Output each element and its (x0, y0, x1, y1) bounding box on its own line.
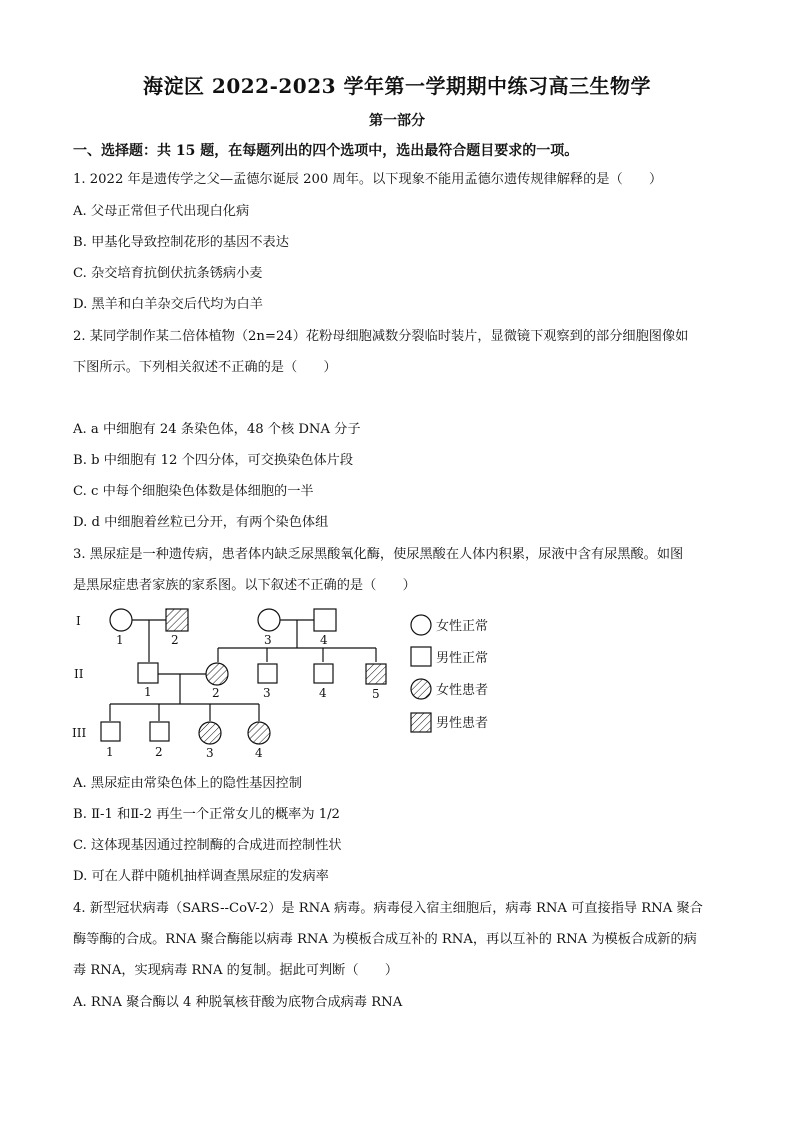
iii2-number: 2 (155, 745, 163, 759)
pedigree-i1-female-normal (110, 609, 132, 631)
q2-stem-line1: 2. 某同学制作某二倍体植物（2n=24）花粉母细胞减数分裂临时装片，显微镜下观察到的部分细胞图像如 (73, 329, 689, 344)
legend-female-affected: 女性患者 (436, 683, 489, 698)
i1-number: 1 (116, 633, 124, 647)
iii3-number: 3 (206, 746, 214, 760)
ii2-number: 2 (212, 686, 220, 700)
q1-option-b: B. 甲基化导致控制花形的基因不表达 (73, 235, 289, 250)
q2-option-d: D. d 中细胞着丝粒已分开，有两个染色体组 (73, 515, 329, 530)
i4-number: 4 (320, 633, 328, 647)
pedigree-i2-male-affected (166, 609, 188, 631)
q4-stem-line3: 毒 RNA，实现病毒 RNA 的复制。据此可判断（ ） (73, 963, 399, 978)
pedigree-ii2-female-affected (206, 663, 228, 685)
pedigree-iii4-female-affected (248, 722, 270, 744)
ii5-number: 5 (372, 687, 380, 701)
pedigree-chart (70, 600, 510, 770)
gen-label-i: I (76, 614, 81, 628)
legend-male-affected-symbol (411, 713, 431, 732)
legend-female-normal: 女性正常 (436, 619, 489, 634)
section-heading: 一、选择题：共 15 题，在每题列出的四个选项中，选出最符合题目要求的一项。 (73, 143, 579, 159)
iii1-number: 1 (106, 745, 114, 759)
q3-stem-line2: 是黑尿症患者家族的家系图。以下叙述不正确的是（ ） (73, 578, 416, 593)
pedigree-i3-female-normal (258, 609, 280, 631)
ii1-number: 1 (144, 685, 152, 699)
pedigree-ii1-male-normal (138, 663, 158, 683)
legend-female-normal-symbol (411, 615, 431, 635)
i3-number: 3 (264, 633, 272, 647)
q2-option-a: A. a 中细胞有 24 条染色体，48 个核 DNA 分子 (73, 422, 361, 437)
q3-option-c: C. 这体现基因通过控制酶的合成进而控制性状 (73, 838, 342, 853)
q4-stem-line2: 酶等酶的合成。RNA 聚合酶能以病毒 RNA 为模板合成互补的 RNA，再以互补的 RNA 为模板合成新的病 (73, 932, 697, 947)
q1-option-d: D. 黑羊和白羊杂交后代均为白羊 (73, 297, 263, 312)
pedigree-ii3-male-normal (258, 664, 277, 683)
q4-stem-line1: 4. 新型冠状病毒（SARS--CoV-2）是 RNA 病毒。病毒侵入宿主细胞后，病毒 RNA 可直接指导 RNA 聚合 (73, 901, 703, 916)
legend-male-affected: 男性患者 (436, 716, 489, 731)
pedigree-iii1-male-normal (101, 722, 120, 741)
part-heading: 第一部分 (369, 113, 425, 129)
pedigree-ii4-male-normal (314, 664, 333, 683)
q1-option-a: A. 父母正常但子代出现白化病 (73, 204, 250, 219)
q4-option-a: A. RNA 聚合酶以 4 种脱氧核苷酸为底物合成病毒 RNA (73, 995, 403, 1010)
page-title: 海淀区 2022-2023 学年第一学期期中练习高三生物学 (142, 74, 652, 98)
q3-option-d: D. 可在人群中随机抽样调查黑尿症的发病率 (73, 869, 329, 884)
q2-stem-line2: 下图所示。下列相关叙述不正确的是（ ） (73, 360, 337, 375)
pedigree-ii5-male-affected (366, 664, 386, 684)
legend-female-affected-symbol (411, 679, 431, 699)
q3-stem-line1: 3. 黑尿症是一种遗传病，患者体内缺乏尿黑酸氧化酶，使尿黑酸在人体内积累，尿液中含有尿黑酸。如图 (73, 547, 684, 562)
q1-option-c: C. 杂交培育抗倒伏抗条锈病小麦 (73, 266, 263, 281)
i2-number: 2 (171, 633, 179, 647)
ii3-number: 3 (263, 686, 271, 700)
gen-label-ii: II (74, 667, 84, 681)
pedigree-iii2-male-normal (150, 722, 169, 741)
q3-option-a: A. 黑尿症由常染色体上的隐性基因控制 (73, 776, 302, 791)
legend-male-normal: 男性正常 (436, 651, 489, 666)
q3-option-b: B. Ⅱ-1 和Ⅱ-2 再生一个正常女儿的概率为 1/2 (73, 807, 340, 822)
q2-option-c: C. c 中每个细胞染色体数是体细胞的一半 (73, 484, 314, 499)
pedigree-iii3-female-affected (199, 722, 221, 744)
q1-stem: 1. 2022 年是遗传学之父—孟德尔诞辰 200 周年。以下现象不能用孟德尔遗传规律解释的是（ ） (73, 172, 663, 187)
iii4-number: 4 (255, 746, 263, 760)
pedigree-i4-male-normal (314, 609, 336, 631)
legend-male-normal-symbol (411, 647, 431, 666)
q2-option-b: B. b 中细胞有 12 个四分体，可交换染色体片段 (73, 453, 354, 468)
ii4-number: 4 (319, 686, 327, 700)
gen-label-iii: III (72, 726, 87, 740)
